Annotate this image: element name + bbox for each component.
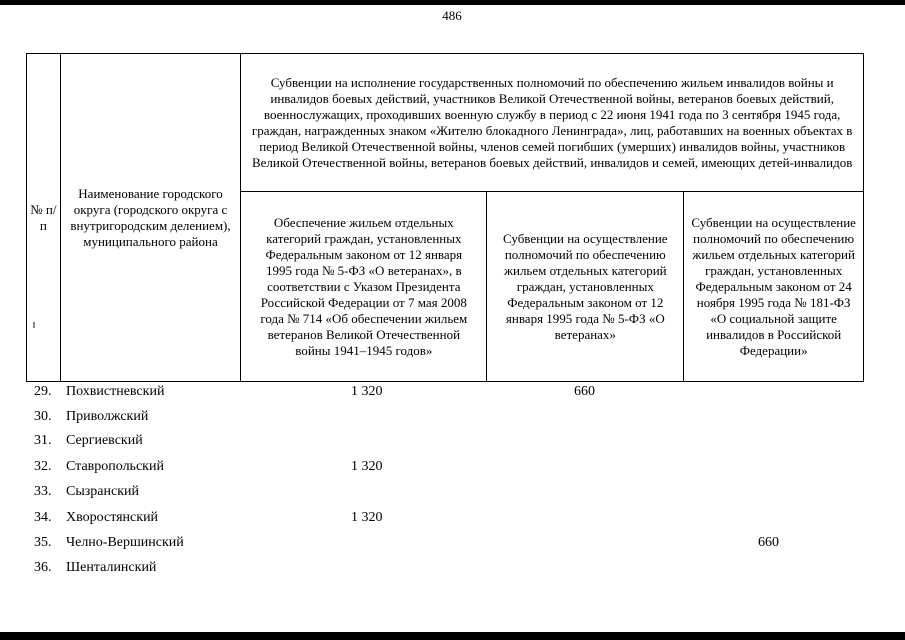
- page-number: 486: [442, 8, 462, 23]
- scan-border-bottom: [0, 632, 905, 640]
- row-number: 32.: [34, 459, 52, 474]
- table-row: [26, 430, 864, 452]
- table-row: [26, 406, 864, 428]
- table-row: [26, 481, 864, 503]
- row-name: Сергиевский: [66, 433, 143, 448]
- table-row: [26, 507, 864, 529]
- table-row: [26, 557, 864, 579]
- row-number: 30.: [34, 409, 52, 424]
- row-number: 36.: [34, 560, 52, 575]
- row-name: Сызранский: [66, 484, 139, 499]
- row-value-1: 1 320: [351, 459, 383, 474]
- subheader-veterans-law: Субвенции на осуществление полномочий по обеспечению жильем отдельных категорий граждан, установленных Федеральным законом от 12 января 1995 года № 5-ФЗ «О ветеранах»: [487, 192, 684, 382]
- row-name: Похвистневский: [66, 384, 165, 399]
- header-table: [26, 53, 864, 381]
- col-number-header: № п/п: [27, 54, 61, 382]
- table-row: [26, 532, 864, 554]
- subheader-housing-veterans-decree: Обеспечение жильем отдельных категорий граждан, установленных Федеральным законом от 12 января 1995 года № 5-ФЗ «О ветеранах», в соответствии с Указом Президента Российской Федерации от 7 мая 2008 года № 714 «Об обеспечении жильем ветеранов Великой Отечественной войны 1941–1945 годов»: [241, 192, 487, 382]
- subvention-group-header: Субвенции на исполнение государственных полномочий по обеспечению жильем инвалидов войны и инвалидов боевых действий, участников Великой Отечественной войны, ветеранов боевых действий, военнослужащих, проходивших военную службу в период с 22 июня 1941 года по 3 сентября 1945 года, граждан, награжденных знаком «Жителю блокадного Ленинграда», лиц, работавших на военных объектах в период Великой Отечественной войны, членов семей погибших (умерших) инвалидов войны, участников Великой Отечественной войны, ветеранов боевых действий, инвалидов и семей, имеющих детей-инвалидов: [241, 54, 864, 192]
- row-number: 31.: [34, 433, 52, 448]
- row-value-1: 1 320: [351, 510, 383, 525]
- row-number: 35.: [34, 535, 52, 550]
- row-name: Челно-Вершинский: [66, 535, 184, 550]
- row-value-1: 1 320: [351, 384, 383, 399]
- table-row: [26, 381, 864, 403]
- row-number: 34.: [34, 510, 52, 525]
- row-value-3: 660: [758, 535, 779, 550]
- subheader-disabled-law: Субвенции на осуществление полномочий по обеспечению жильем отдельных категорий граждан, установленных Федеральным законом от 24 ноября 1995 года № 181-ФЗ «О социальной защите инвалидов в Российской Федерации»: [684, 192, 864, 382]
- scan-mark: [33, 322, 35, 328]
- row-name: Хворостянский: [66, 510, 159, 525]
- table-row: [26, 456, 864, 478]
- scan-border-top: [0, 0, 905, 5]
- row-name: Приволжский: [66, 409, 149, 424]
- row-number: 29.: [34, 384, 52, 399]
- row-name: Ставропольский: [66, 459, 164, 474]
- row-value-2: 660: [574, 384, 595, 399]
- col-name-header: Наименование городского округа (городского округа с внутригородским делением), муниципального района: [60, 54, 241, 382]
- row-name: Шенталинский: [66, 560, 157, 575]
- row-number: 33.: [34, 484, 52, 499]
